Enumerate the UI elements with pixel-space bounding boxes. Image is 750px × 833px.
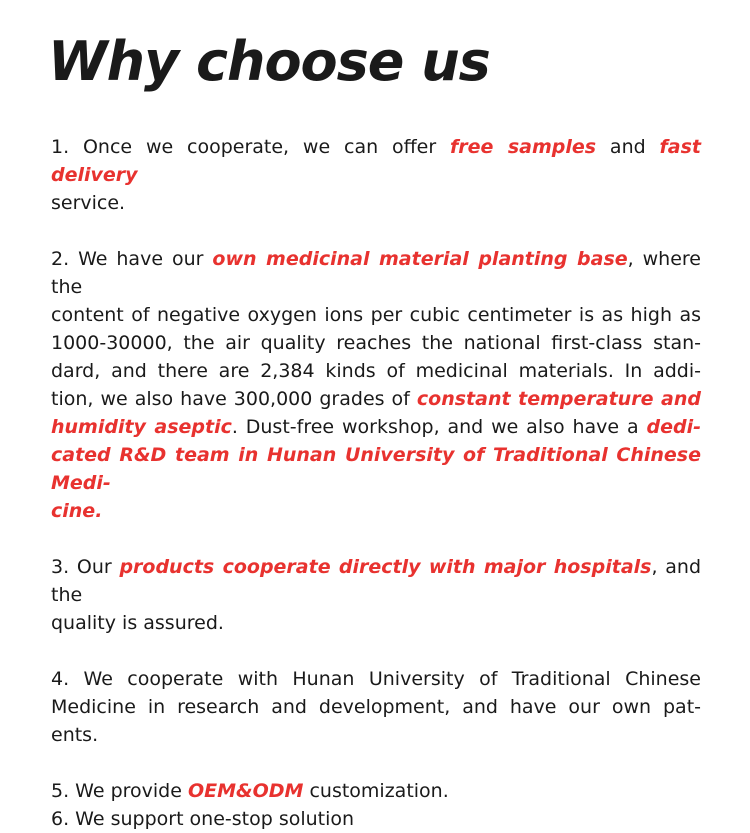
point-3 bbox=[51, 553, 701, 637]
point-line bbox=[51, 665, 701, 693]
body-text: , and the bbox=[51, 556, 702, 606]
point-line bbox=[51, 693, 701, 721]
highlight-text: own medicinal material planting base bbox=[212, 248, 628, 270]
body-text: customization. bbox=[303, 780, 449, 802]
highlight-text: dedi- bbox=[646, 416, 701, 438]
body-text: tion, we also have 300,000 grades of bbox=[51, 388, 417, 410]
body-text: quality is assured. bbox=[51, 612, 224, 634]
body-text: dard, and there are 2,384 kinds of medicinal materials. In addi- bbox=[51, 360, 701, 382]
highlight-text: cated R&D team in Hunan University of Traditional Chinese Medi- bbox=[51, 444, 701, 494]
point-line bbox=[51, 777, 701, 805]
body-text: content of negative oxygen ions per cubic centimeter is as high as bbox=[51, 304, 701, 326]
body-text: 2. We have our bbox=[51, 248, 213, 270]
point-line bbox=[51, 805, 701, 833]
highlight-text: products cooperate directly with major hospitals bbox=[119, 556, 652, 578]
body-text: 1000-30000, the air quality reaches the national first-class stan- bbox=[51, 332, 701, 354]
point-line bbox=[51, 385, 701, 413]
highlight-text: free samples bbox=[450, 136, 597, 158]
highlight-text: cine. bbox=[51, 500, 103, 522]
point-line bbox=[51, 133, 701, 189]
point-line bbox=[51, 189, 701, 217]
point-line bbox=[51, 441, 701, 497]
body-text: service. bbox=[51, 192, 126, 214]
point-line bbox=[51, 497, 701, 525]
highlight-text: OEM&ODM bbox=[187, 780, 304, 802]
body-text: Medicine in research and development, and have our own pat- bbox=[51, 696, 701, 718]
body-text: 1. Once we cooperate, we can offer bbox=[51, 136, 451, 158]
body-text: 4. We cooperate with Hunan University of Traditional Chinese bbox=[51, 668, 701, 690]
body-text: and bbox=[596, 136, 660, 158]
body-text: , where the bbox=[51, 248, 701, 298]
point-4 bbox=[51, 665, 701, 749]
highlight-text: constant temperature and bbox=[416, 388, 701, 410]
point-line bbox=[51, 609, 701, 637]
points-list bbox=[51, 133, 701, 833]
page-title: Why choose us bbox=[48, 30, 490, 93]
point-2 bbox=[51, 245, 701, 525]
point-5 bbox=[51, 777, 701, 805]
highlight-text: humidity aseptic bbox=[51, 416, 232, 438]
point-line bbox=[51, 329, 701, 357]
point-6 bbox=[51, 805, 701, 833]
body-text: 5. We provide bbox=[51, 780, 188, 802]
body-text: 6. We support one-stop solution bbox=[51, 808, 355, 830]
point-line bbox=[51, 245, 701, 301]
point-line bbox=[51, 721, 701, 749]
highlight-text: fast delivery bbox=[51, 136, 702, 186]
point-line bbox=[51, 553, 701, 609]
point-line bbox=[51, 413, 701, 441]
point-line bbox=[51, 357, 701, 385]
body-text: ents. bbox=[51, 724, 99, 746]
point-1 bbox=[51, 133, 701, 217]
body-text: 3. Our bbox=[51, 556, 120, 578]
body-text: . Dust-free workshop, and we also have a bbox=[231, 416, 647, 438]
point-line bbox=[51, 301, 701, 329]
